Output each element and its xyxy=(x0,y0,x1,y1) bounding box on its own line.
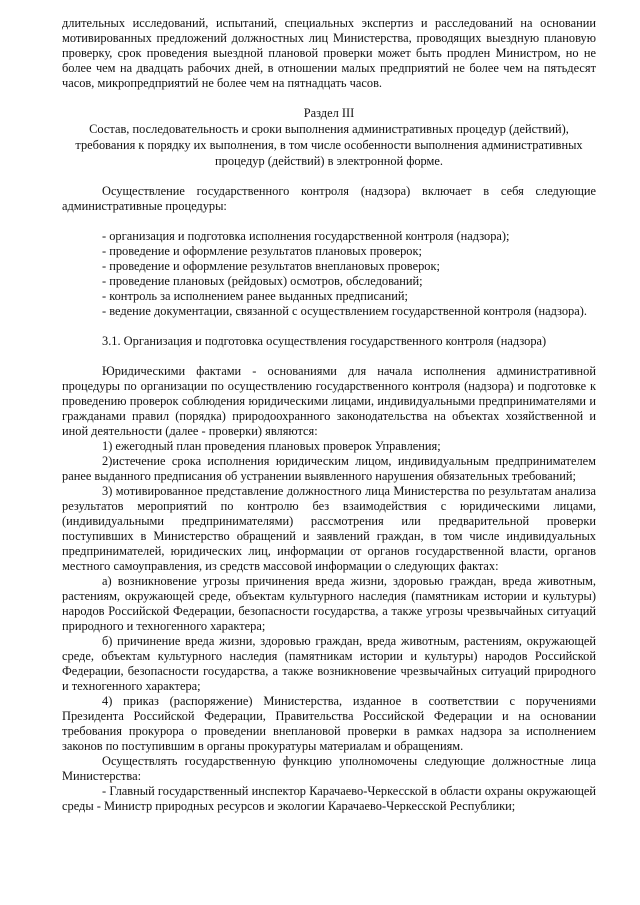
section-title: Состав, последовательность и сроки выполнения административных процедур (действий), требования к порядку их выполнения, в том числе особенности выполнения административных процедур (действий) в электронной форме. xyxy=(75,122,583,168)
body-paragraph: а) возникновение угрозы причинения вреда жизни, здоровью граждан, вреда животным, растениям, окружающей среде, объектам культурного наследия (памятникам истории и культуры) народов Российской Федерации, безопасности государства, а также угрозы чрезвычайных ситуаций природного и техногенного характера; xyxy=(62,574,596,633)
list-item: - проведение плановых (рейдовых) осмотров, обследований; xyxy=(102,274,423,288)
subsection-title: 3.1. Организация и подготовка осуществления государственного контроля (надзора) xyxy=(102,334,547,348)
body-paragraph: Юридическими фактами - основаниями для начала исполнения административной процедуры по организации по осуществлению государственного контроля (надзора) и подготовке к проведению проверок соблюдения юридическими лицами, индивидуальными предпринимателями и гражданами правил (порядка) природоохранного законодательства на объектах хозяйственной и иной деятельности (далее - проверки) являются: xyxy=(62,364,596,438)
procedures-intro: Осуществление государственного контроля (надзора) включает в себя следующие административные процедуры: xyxy=(62,184,596,213)
body-paragraph: Осуществлять государственную функцию уполномочены следующие должностные лица Министерства: xyxy=(62,754,596,783)
body-paragraph: 1) ежегодный план проведения плановых проверок Управления; xyxy=(102,439,441,453)
list-item: - ведение документации, связанной с осуществлением государственной контроля (надзора). xyxy=(102,304,587,318)
body-paragraph: 4) приказ (распоряжение) Министерства, изданное в соответствии с поручениями Президента Российской Федерации, Правительства Российской Федерации и на основании требования прокурора о проведении внеплановой проверки в рамках надзора за исполнением законов по поступившим в органы прокуратуры материалам и обращениям. xyxy=(62,694,596,753)
body-paragraph: - Главный государственный инспектор Карачаево-Черкесской в области охраны окружающей среды - Министр природных ресурсов и экологии Карачаево-Черкесской Республики; xyxy=(62,784,596,813)
body-paragraph: 2)истечение срока исполнения юридическим лицом, индивидуальным предпринимателем ранее выданного предписания об устранении выявленного нарушения обязательных требований; xyxy=(62,454,596,483)
list-item: - организация и подготовка исполнения государственной контроля (надзора); xyxy=(102,229,510,243)
intro-paragraph: длительных исследований, испытаний, специальных экспертиз и расследований на основании мотивированных предложений должностных лиц Министерства, проводящих выездную плановую проверку, срок проведения выездной плановой проверки может быть продлен Министром, но не более чем на двадцать рабочих дней, в отношении малых предприятий не более чем на пятьдесят часов, микропредприятий не более чем на пятнадцать часов. xyxy=(62,16,596,90)
list-item: - проведение и оформление результатов плановых проверок; xyxy=(102,244,422,258)
list-item: - контроль за исполнением ранее выданных предписаний; xyxy=(102,289,408,303)
document-page xyxy=(62,16,596,814)
list-item: - проведение и оформление результатов внеплановых проверок; xyxy=(102,259,440,273)
body-paragraph: 3) мотивированное представление должностного лица Министерства по результатам анализа результатов мероприятий по контролю без взаимодействия с юридическими лицами, (индивидуальными предпринимателями) рассмотрения или предварительной проверки поступивших в Министерство обращений и заявлений граждан, в том числе индивидуальных предпринимателей, юридических лиц, информации от органов государственной власти, органов местного самоуправления, из средств массовой информации о следующих фактах: xyxy=(62,484,596,573)
body-paragraph: б) причинение вреда жизни, здоровью граждан, вреда животным, растениям, окружающей среде, объектам культурного наследия (памятникам истории и культуры) народов Российской Федерации, безопасности государства, а также возникновение чрезвычайных ситуаций природного и техногенного характера; xyxy=(62,634,596,693)
procedures-list xyxy=(62,229,596,319)
section-number: Раздел III xyxy=(303,106,355,120)
